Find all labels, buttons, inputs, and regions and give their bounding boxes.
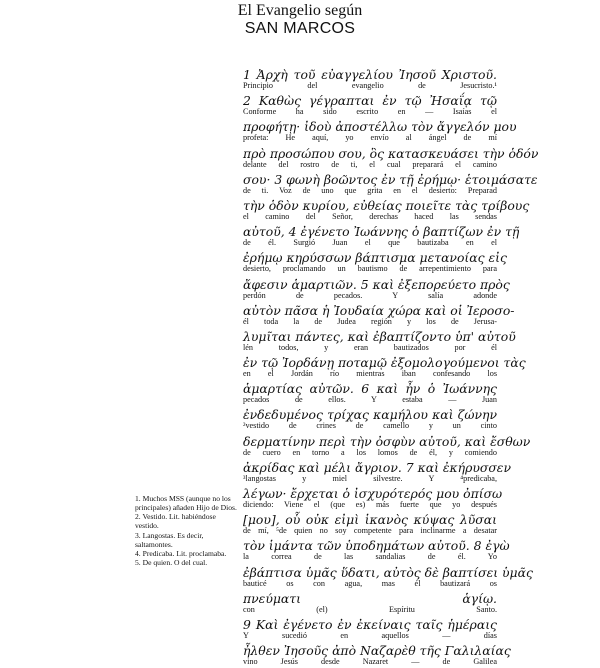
greek-line: ἁμαρτίας αὐτῶν. 6 καὶ ἦν ὁ Ἰωάννης bbox=[243, 381, 497, 397]
greek-line: δερματίνην περὶ τὴν ὀσφὺν αὐτοῦ, καὶ ἔσθων bbox=[243, 433, 531, 449]
spanish-gloss: desierto, proclamando un bautismo de arrepentimiento para bbox=[243, 264, 497, 274]
footnote: 2. Vestido. Lit. habiéndose vestido. bbox=[135, 512, 216, 531]
verse-line bbox=[243, 537, 510, 563]
greek-line: ἦλθεν Ἰησοῦς ἀπὸ Ναζαρὲθ τῆς Γαλιλαίας bbox=[243, 643, 511, 659]
verse-line bbox=[243, 66, 497, 92]
verse-line bbox=[243, 433, 531, 459]
greek-line: πρὸ προσώπου σου, ὃς κατασκευάσει τὴν ὁδόν bbox=[243, 145, 539, 161]
greek-line: τὴν ὁδὸν κυρίου, εὐθείας ποιεῖτε τὰς τρίβους bbox=[243, 197, 530, 213]
spanish-gloss: en el Jordán río mientras iban confesando los bbox=[243, 369, 497, 379]
verse-line bbox=[243, 354, 526, 380]
verse-line bbox=[243, 590, 497, 616]
greek-line: σου· 3 φωνὴ βοῶντος ἐν τῇ ἐρήμῳ· ἑτοιμάσατε bbox=[243, 171, 538, 187]
greek-line: τὸν ἱμάντα τῶν ὑποδημάτων αὐτοῦ. 8 ἐγὼ bbox=[243, 538, 510, 554]
spanish-gloss: de cuero en torno a los lomos de él, y comiendo bbox=[243, 447, 497, 457]
greek-line: αὐτὸν πᾶσα ἡ Ἰουδαία χώρα καὶ οἱ Ἰεροσο- bbox=[243, 302, 515, 318]
spanish-gloss: de mí, ⁵de quien no soy competente para inclinarme a desatar bbox=[243, 526, 497, 536]
verse-line bbox=[243, 276, 510, 302]
verse-line bbox=[243, 302, 515, 328]
greek-line: 1 Ἀρχὴ τοῦ εὐαγγελίου Ἰησοῦ Χριστοῦ. bbox=[243, 67, 497, 82]
greek-line: ἐρήμῳ κηρύσσων βάπτισμα μετανοίας εἰς bbox=[243, 250, 507, 266]
spanish-gloss: Y sucedió en aquellos — días bbox=[243, 630, 497, 640]
greek-line: 9 Καὶ ἐγένετο ἐν ἐκείναις ταῖς ἡμέραις bbox=[243, 616, 497, 632]
verse-line bbox=[243, 642, 511, 668]
book-name: SAN MARCOS bbox=[244, 20, 356, 37]
verse-line bbox=[243, 249, 507, 275]
spanish-gloss: perdón de pecados. Y salía adonde bbox=[243, 290, 497, 300]
verse-line bbox=[243, 564, 533, 590]
verse-line bbox=[243, 616, 497, 642]
footnotes bbox=[135, 495, 239, 569]
greek-line: ἐνδεδυμένος τρίχας καμήλου καὶ ζώνην bbox=[243, 407, 497, 423]
greek-line: αὐτοῦ, 4 ἐγένετο Ἰωάννης ὁ βαπτίζων ἐν τῇ bbox=[243, 224, 520, 240]
greek-line: 2 Καθὼς γέγραπται ἐν τῷ Ἠσαΐᾳ τῷ bbox=[243, 93, 497, 109]
footnote: 1. Muchos MSS (aunque no los principales) añaden Hijo de Dios. bbox=[135, 494, 237, 512]
greek-line: ἄφεσιν ἁμαρτιῶν. 5 καὶ ἐξεπορεύετο πρὸς bbox=[243, 276, 510, 292]
verse-line bbox=[243, 459, 511, 485]
spanish-gloss: lén todos, y eran bautizados por él bbox=[243, 342, 497, 352]
footnote: 4. Predicaba. Lit. proclamaba. bbox=[135, 548, 227, 558]
spanish-gloss: Principio del evangelio de Jesucristo.¹ bbox=[243, 81, 497, 90]
spanish-gloss: Conforme ha sido escrito en — Isaías el bbox=[243, 107, 497, 117]
spanish-gloss: bauticé os con agua, mas él bautizará os bbox=[243, 578, 497, 588]
spanish-gloss: de él. Surgió Juan el que bautizaba en el bbox=[243, 238, 497, 248]
verse-line bbox=[243, 328, 516, 354]
greek-line: ἐν τῷ Ἰορδάνῃ ποταμῷ ἐξομολογούμενοι τὰς bbox=[243, 355, 526, 371]
interlinear-text bbox=[243, 66, 539, 668]
spanish-gloss: diciendo: Viene el (que es) más fuerte que yo después bbox=[243, 500, 497, 509]
spanish-gloss: vino Jesús desde Nazaret — de Galilea bbox=[243, 657, 497, 667]
greek-line: λέγων· ἔρχεται ὁ ἰσχυρότερός μου ὀπίσω bbox=[243, 486, 503, 501]
spanish-gloss: ³langostas y miel silvestre. Y ⁴predicaba, bbox=[243, 473, 497, 483]
gospel-title: El Evangelio según bbox=[237, 2, 363, 19]
spanish-gloss: la correa de las sandalias de él. Yo bbox=[243, 552, 497, 562]
verse-line bbox=[243, 171, 538, 197]
greek-line: λυμῖται πάντες, καὶ ἐβαπτίζοντο ὑπ' αὐτοῦ bbox=[243, 328, 516, 344]
verse-line bbox=[243, 511, 497, 537]
greek-line: ἀκρίδας καὶ μέλι ἄγριον. 7 καὶ ἐκήρυσσεν bbox=[243, 459, 511, 475]
spanish-gloss: profeta: He aquí, yo envío al ángel de mí bbox=[243, 133, 497, 143]
footnote: 5. De quien. O del cual. bbox=[135, 558, 208, 568]
greek-line: πνεύματι ἁγίῳ. bbox=[243, 590, 497, 606]
spanish-gloss: delante del rostro de ti, el cual preparará el camino bbox=[243, 159, 497, 169]
greek-line: ἐβάπτισα ὑμᾶς ὕδατι, αὐτὸς δὲ βαπτίσει ὑμᾶς bbox=[243, 564, 533, 580]
footnote: 3. Langostas. Es decir, saltamontes. bbox=[135, 530, 204, 549]
spanish-gloss: de ti. Voz de uno que grita en el desierto: Preparad bbox=[243, 185, 497, 195]
greek-line: προφήτῃ· ἰδοὺ ἀποστέλλω τὸν ἄγγελόν μου bbox=[243, 119, 517, 135]
greek-line: [μου], οὗ οὐκ εἰμὶ ἱκανὸς κύψας λῦσαι bbox=[243, 512, 497, 528]
verse-line bbox=[243, 145, 539, 171]
verse-line bbox=[243, 223, 520, 249]
spanish-gloss: pecados de ellos. Y estaba — Juan bbox=[243, 395, 497, 405]
spanish-gloss: con (el) Espíritu Santo. bbox=[243, 604, 497, 614]
verse-line bbox=[243, 92, 497, 118]
spanish-gloss: el camino del Señor, derechas haced las sendas bbox=[243, 211, 497, 221]
verse-line bbox=[243, 380, 497, 406]
verse-line bbox=[243, 406, 497, 432]
spanish-gloss: él toda la de Judea región y los de Jerusa- bbox=[243, 316, 497, 326]
verse-line bbox=[243, 485, 503, 511]
verse-line bbox=[243, 118, 517, 144]
spanish-gloss: ²vestido de crines de camello y un cinto bbox=[243, 421, 497, 431]
verse-line bbox=[243, 197, 530, 223]
